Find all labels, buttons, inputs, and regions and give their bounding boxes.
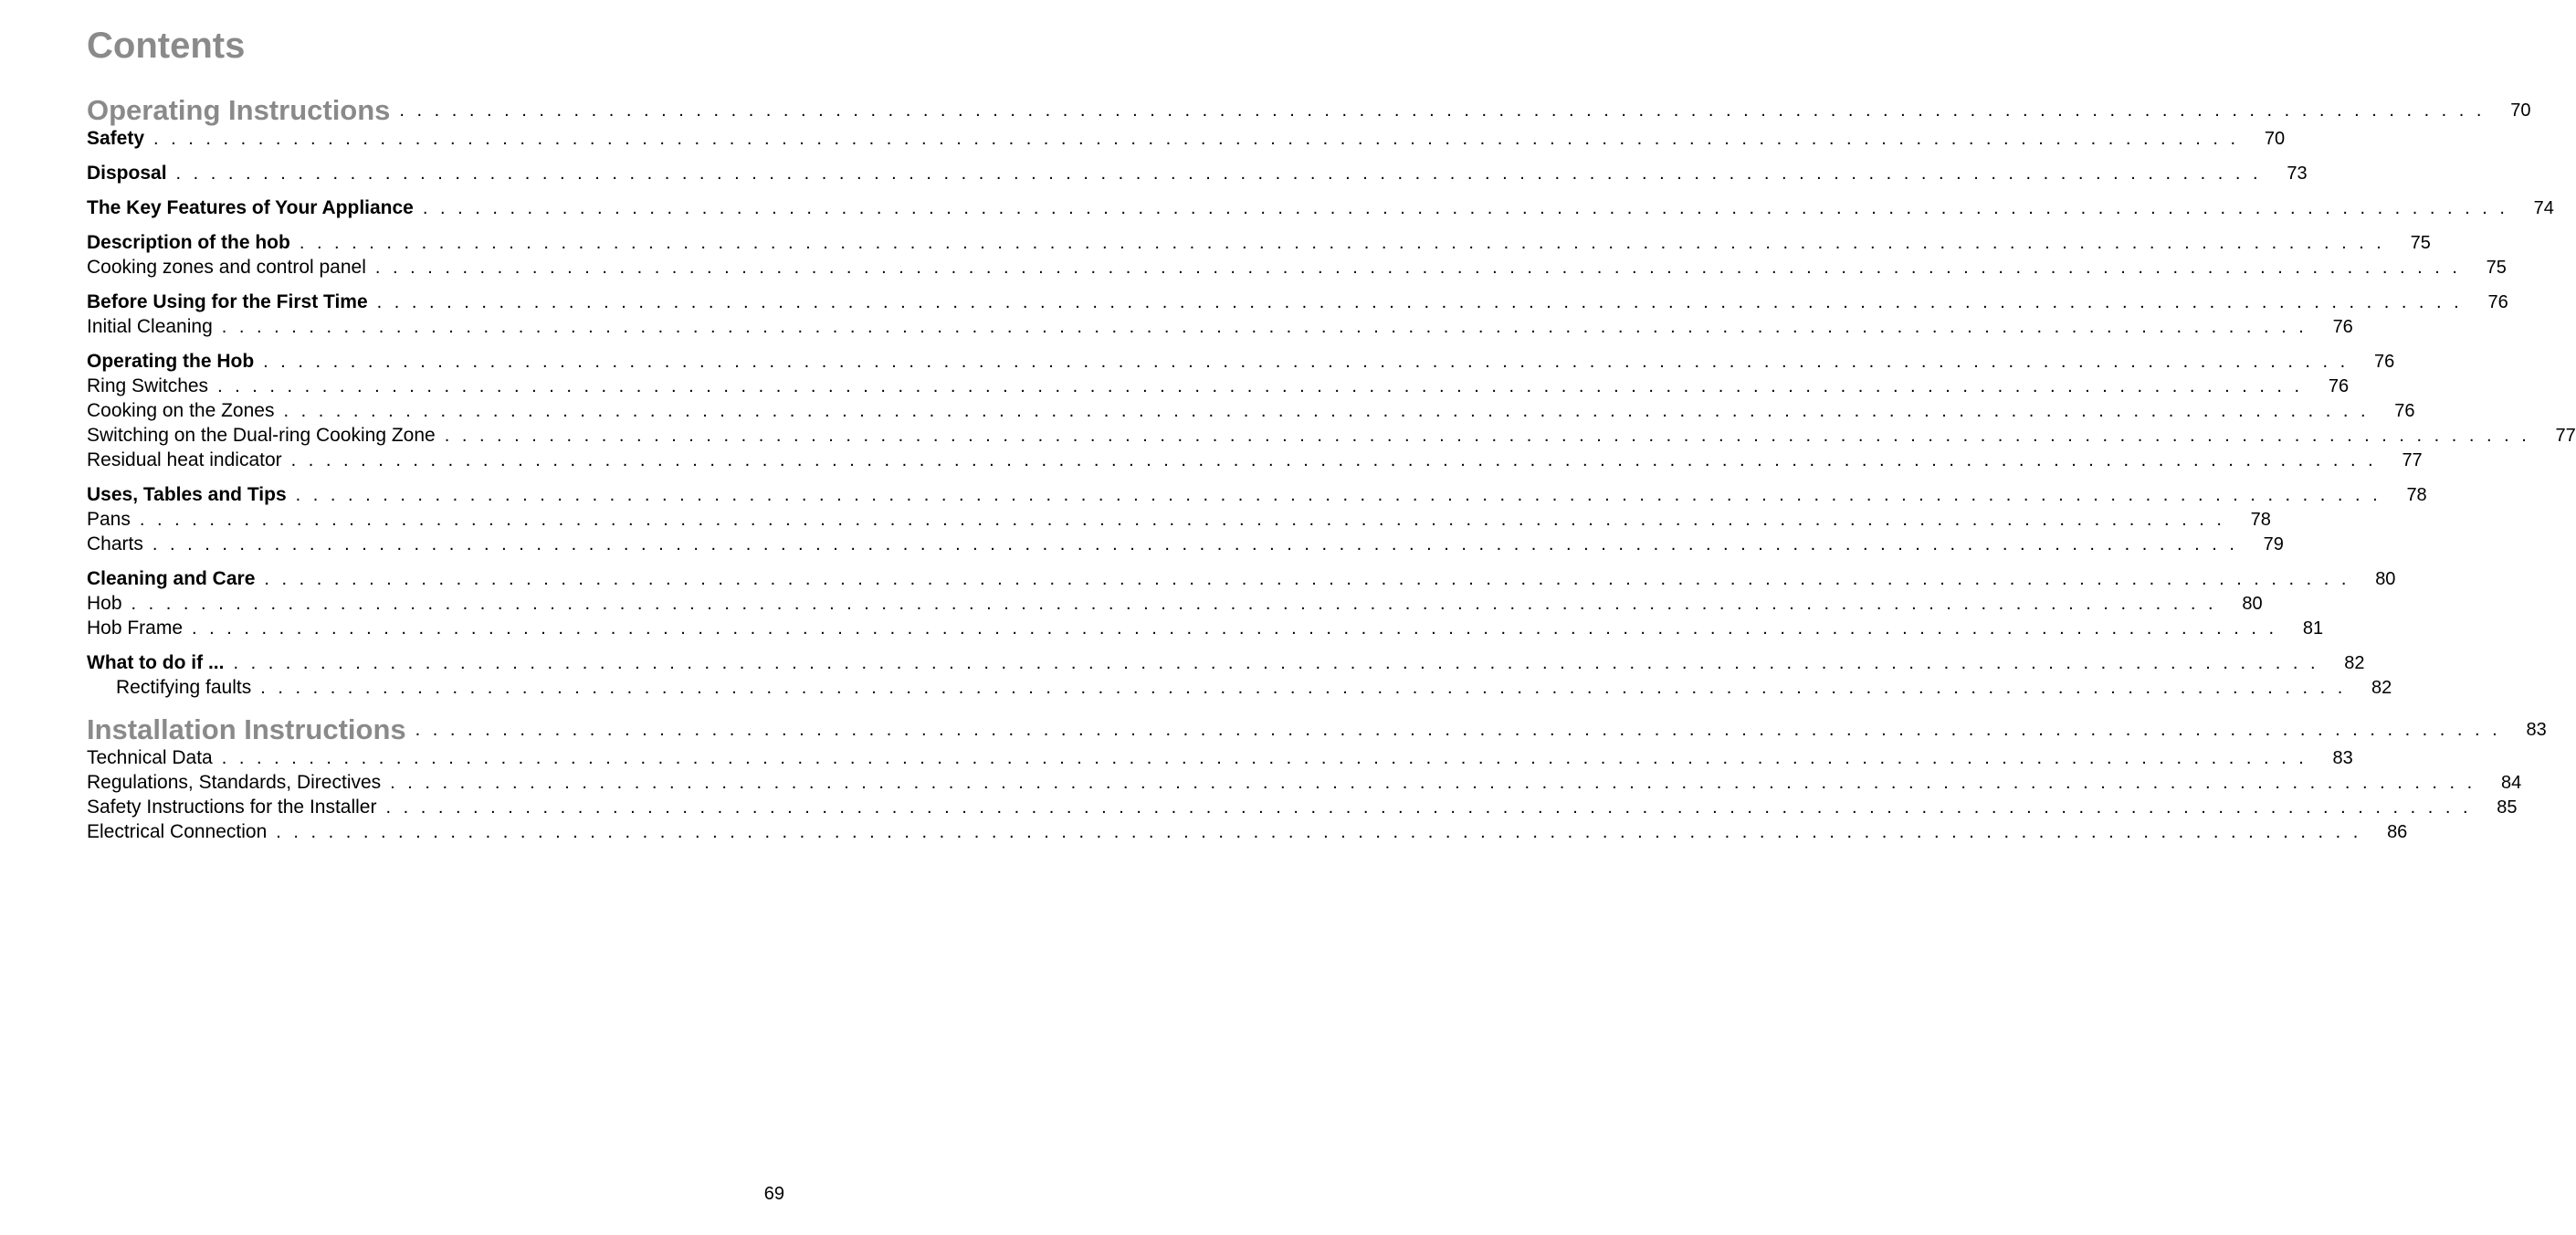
toc-entry-label: Disposal [87, 163, 167, 184]
toc-entry-page: 76 [2373, 352, 2395, 372]
toc-entry-page: 77 [2555, 426, 2576, 446]
toc-entry-label: Installation Instructions [87, 713, 406, 745]
toc-entry-item [87, 449, 2423, 474]
toc-entry-item [87, 257, 2507, 281]
toc-entry-item [87, 797, 2518, 821]
toc-entry-page: 86 [2387, 822, 2408, 842]
toc-entry-label: Cooking zones and control panel [87, 257, 366, 278]
toc-entry-label: Switching on the Dual-ring Cooking Zone [87, 425, 436, 446]
toc-entry-heading [87, 128, 2286, 153]
dot-leader: . . . . . . . . . . . . . . . . . . . . . . . . . . . . . . . . . . . . . . . . . . . . . . . . . . . . . . . . . . . . . . . . . . . . . . . . . . . . . . . . . . . . . . . . . . . . . . . . . . . . . . . . . . . . . . . . . . . . . . . . [221, 317, 2308, 337]
toc-entry-label: Ring Switches [87, 375, 209, 396]
dot-leader: . . . . . . . . . . . . . . . . . . . . . . . . . . . . . . . . . . . . . . . . . . . . . . . . . . . . . . . . . . . . . . . . . . . . . . . . . . . . . . . . . . . . . . . . . . . . . . . . . . . . . . . . . . . . . . . . . . . . . . . . [175, 164, 2262, 184]
table-of-contents [87, 93, 2576, 846]
toc-entry-item [87, 593, 2263, 618]
dot-leader: . . . . . . . . . . . . . . . . . . . . . . . . . . . . . . . . . . . . . . . . . . . . . . . . . . . . . . . . . . . . . . . . . . . . . . . . . . . . . . . . . . . . . . . . . . . . . . . . . . . . . . . . . . . . . . . . . . . . . . . . [422, 198, 2508, 218]
toc-entry-label: Technical Data [87, 747, 213, 768]
dot-leader: . . . . . . . . . . . . . . . . . . . . . . . . . . . . . . . . . . . . . . . . . . . . . . . . . . . . . . . . . . . . . . . . . . . . . . . . . . . . . . . . . . . . . . . . . . . . . . . . . . . . . . . . . . . . . . . . . . . . . . . . [283, 401, 2370, 421]
dot-leader: . . . . . . . . . . . . . . . . . . . . . . . . . . . . . . . . . . . . . . . . . . . . . . . . . . . . . . . . . . . . . . . . . . . . . . . . . . . . . . . . . . . . . . . . . . . . . . . . . . . . . . . . . . . . . . . . . . . . . . . . [264, 569, 2350, 589]
toc-entry-heading [87, 652, 2365, 677]
toc-entry-heading [87, 163, 2308, 187]
toc-entry-page: 75 [2486, 258, 2507, 278]
toc-entry-page: 70 [2510, 100, 2531, 121]
dot-leader: . . . . . . . . . . . . . . . . . . . . . . . . . . . . . . . . . . . . . . . . . . . . . . . . . . . . . . . . . . . . . . . . . . . . . . . . . . . . . . . . . . . . . . . . . . . . . . . . . . . . . . . . . . . . . . . . . . . . . . . . [131, 594, 2217, 614]
dot-leader: . . . . . . . . . . . . . . . . . . . . . . . . . . . . . . . . . . . . . . . . . . . . . . . . . . . . . . . . . . . . . . . . . . . . . . . . . . . . . . . . . . . . . . . . . . . . . . . . . . . . . . . . . . . . . . . . . . . . . . . . [152, 534, 2238, 554]
toc-entry-page: 75 [2410, 233, 2431, 253]
toc-entry-heading [87, 291, 2508, 316]
toc-entry-label: Hob [87, 593, 122, 614]
dot-leader: . . . . . . . . . . . . . . . . . . . . . . . . . . . . . . . . . . . . . . . . . . . . . . . . . . . . . . . . . . . . . . . . . . . . . . . . . . . . . . . . . . . . . . . . . . . . . . . . . . . . . . . . . . . . . . . . . . . . . . . . [192, 618, 2278, 639]
toc-entry-page: 76 [2487, 292, 2508, 312]
toc-entry-section [87, 712, 2547, 747]
dot-leader: . . . . . . . . . . . . . . . . . . . . . . . . . . . . . . . . . . . . . . . . . . . . . . . . . . . . . . . . . . . . . . . . . . . . . . . . . . . . . . . . . . . . . . . . . . . . . . . . . . . . . . . . . . . . . . . . . . . . . . . . [299, 233, 2385, 253]
dot-leader: . . . . . . . . . . . . . . . . . . . . . . . . . . . . . . . . . . . . . . . . . . . . . . . . . . . . . . . . . . . . . . . . . . . . . . . . . . . . . . . . . . . . . . . . . . . . . . . . . . . . . . . . . . . . . . . . . . . . . . . . [444, 426, 2530, 446]
toc-entry-heading [87, 232, 2431, 257]
toc-entry-page: 78 [2250, 510, 2271, 530]
dot-leader: . . . . . . . . . . . . . . . . . . . . . . . . . . . . . . . . . . . . . . . . . . . . . . . . . . . . . . . . . . . . . . . . . . . . . . . . . . . . . . . . . . . . . . . . . . . . . . . . . . . . . . . . . . . . . . . . . . . . . . . . [153, 129, 2240, 149]
toc-entry-item [87, 747, 2353, 772]
page-title: Contents [87, 26, 246, 66]
dot-leader: . . . . . . . . . . . . . . . . . . . . . . . . . . . . . . . . . . . . . . . . . . . . . . . . . . . . . . . . . . . . . . . . . . . . . . . . . . . . . . . . . . . . . . . . . . . . . . . . . . . . . . . . . . . . . . . . . . . . . . . . [376, 292, 2463, 312]
toc-entry-page: 83 [2526, 719, 2547, 740]
dot-leader: . . . . . . . . . . . . . . . . . . . . . . . . . . . . . . . . . . . . . . . . . . . . . . . . . . . . . . . . . . . . . . . . . . . . . . . . . . . . . . . . . . . . . . . . . . . . . . . . . . . . . . . . . . . . . . . . . . . . . . . . [290, 450, 2377, 470]
toc-entry-label: Regulations, Standards, Directives [87, 772, 382, 793]
toc-entry-page: 85 [2497, 797, 2518, 818]
dot-leader: . . . . . . . . . . . . . . . . . . . . . . . . . . . . . . . . . . . . . . . . . . . . . . . . . . . . . . . . . . . . . . . . . . . . . . . . . . . . . . . . . . . . . . . . . . . . . . . . . . . . . . . . . . . . . . . . . . . . . . . . [260, 678, 2347, 698]
toc-entry-label: Residual heat indicator [87, 449, 282, 470]
toc-entry-page: 80 [2242, 594, 2263, 614]
toc-entry-page: 70 [2264, 129, 2286, 149]
toc-entry-heading [87, 484, 2427, 509]
toc-entry-heading [87, 568, 2396, 593]
dot-leader: . . . . . . . . . . . . . . . . . . . . . . . . . . . . . . . . . . . . . . . . . . . . . . . . . . . . . . . . . . . . . . . . . . . . . . . . . . . . . . . . . . . . . . . . . . . . . . . . . . . . . . . . . . . . . . . . . . . . . . . . [415, 719, 2501, 740]
page-number: 69 [763, 1184, 784, 1204]
toc-entry-heading [87, 351, 2395, 375]
toc-entry-item [87, 316, 2353, 341]
dot-leader: . . . . . . . . . . . . . . . . . . . . . . . . . . . . . . . . . . . . . . . . . . . . . . . . . . . . . . . . . . . . . . . . . . . . . . . . . . . . . . . . . . . . . . . . . . . . . . . . . . . . . . . . . . . . . . . . . . . . . . . . [221, 748, 2308, 768]
toc-entry-label: Rectifying faults [116, 677, 252, 698]
dot-leader: . . . . . . . . . . . . . . . . . . . . . . . . . . . . . . . . . . . . . . . . . . . . . . . . . . . . . . . . . . . . . . . . . . . . . . . . . . . . . . . . . . . . . . . . . . . . . . . . . . . . . . . . . . . . . . . . . . . . . . . . [233, 653, 2319, 673]
dot-leader: . . . . . . . . . . . . . . . . . . . . . . . . . . . . . . . . . . . . . . . . . . . . . . . . . . . . . . . . . . . . . . . . . . . . . . . . . . . . . . . . . . . . . . . . . . . . . . . . . . . . . . . . . . . . . . . . . . . . . . . . [295, 485, 2381, 505]
toc-entry-page: 80 [2375, 569, 2396, 589]
toc-entry-page: 82 [2344, 653, 2365, 673]
toc-entry-page: 81 [2302, 618, 2324, 639]
toc-entry-heading [87, 197, 2554, 222]
toc-entry-label: Cleaning and Care [87, 568, 256, 589]
toc-entry-item [87, 509, 2271, 533]
toc-entry-item [87, 618, 2324, 642]
toc-entry-page: 78 [2406, 485, 2427, 505]
toc-entry-label: Uses, Tables and Tips [87, 484, 287, 505]
toc-entry-label: Charts [87, 533, 143, 554]
toc-entry-label: Hob Frame [87, 618, 184, 639]
dot-leader: . . . . . . . . . . . . . . . . . . . . . . . . . . . . . . . . . . . . . . . . . . . . . . . . . . . . . . . . . . . . . . . . . . . . . . . . . . . . . . . . . . . . . . . . . . . . . . . . . . . . . . . . . . . . . . . . . . . . . . . . [390, 773, 2476, 793]
toc-entry-item [87, 425, 2576, 449]
dot-leader: . . . . . . . . . . . . . . . . . . . . . . . . . . . . . . . . . . . . . . . . . . . . . . . . . . . . . . . . . . . . . . . . . . . . . . . . . . . . . . . . . . . . . . . . . . . . . . . . . . . . . . . . . . . . . . . . . . . . . . . . [217, 376, 2304, 396]
dot-leader: . . . . . . . . . . . . . . . . . . . . . . . . . . . . . . . . . . . . . . . . . . . . . . . . . . . . . . . . . . . . . . . . . . . . . . . . . . . . . . . . . . . . . . . . . . . . . . . . . . . . . . . . . . . . . . . . . . . . . . . . [276, 822, 2362, 842]
dot-leader: . . . . . . . . . . . . . . . . . . . . . . . . . . . . . . . . . . . . . . . . . . . . . . . . . . . . . . . . . . . . . . . . . . . . . . . . . . . . . . . . . . . . . . . . . . . . . . . . . . . . . . . . . . . . . . . . . . . . . . . . [399, 100, 2486, 121]
toc-entry-item [87, 772, 2522, 797]
toc-entry-page: 76 [2332, 317, 2353, 337]
toc-entry-page: 76 [2328, 376, 2350, 396]
toc-entry-page: 74 [2533, 198, 2554, 218]
toc-entry-label: Operating the Hob [87, 351, 255, 372]
toc-entry-page: 82 [2371, 678, 2392, 698]
toc-entry-label: What to do if ... [87, 652, 225, 673]
toc-entry-label: Initial Cleaning [87, 316, 213, 337]
toc-entry-page: 84 [2500, 773, 2522, 793]
toc-entry-label: The Key Features of Your Appliance [87, 197, 414, 218]
toc-entry-label: Operating Instructions [87, 94, 391, 126]
toc-entry-page: 83 [2332, 748, 2353, 768]
toc-entry-item [87, 533, 2284, 558]
dot-leader: . . . . . . . . . . . . . . . . . . . . . . . . . . . . . . . . . . . . . . . . . . . . . . . . . . . . . . . . . . . . . . . . . . . . . . . . . . . . . . . . . . . . . . . . . . . . . . . . . . . . . . . . . . . . . . . . . . . . . . . . [139, 510, 2225, 530]
toc-entry-page: 76 [2394, 401, 2415, 421]
dot-leader: . . . . . . . . . . . . . . . . . . . . . . . . . . . . . . . . . . . . . . . . . . . . . . . . . . . . . . . . . . . . . . . . . . . . . . . . . . . . . . . . . . . . . . . . . . . . . . . . . . . . . . . . . . . . . . . . . . . . . . . . [374, 258, 2461, 278]
toc-entry-label: Pans [87, 509, 131, 530]
toc-entry-label: Cooking on the Zones [87, 400, 275, 421]
toc-entry-page: 73 [2287, 164, 2308, 184]
toc-entry-label: Safety [87, 128, 145, 149]
toc-entry-item [87, 677, 2392, 702]
toc-entry-item [87, 400, 2415, 425]
toc-entry-section [87, 93, 2531, 128]
toc-entry-label: Electrical Connection [87, 821, 268, 842]
toc-entry-label: Description of the hob [87, 232, 290, 253]
toc-entry-label: Before Using for the First Time [87, 291, 368, 312]
toc-entry-label: Safety Instructions for the Installer [87, 797, 377, 818]
dot-leader: . . . . . . . . . . . . . . . . . . . . . . . . . . . . . . . . . . . . . . . . . . . . . . . . . . . . . . . . . . . . . . . . . . . . . . . . . . . . . . . . . . . . . . . . . . . . . . . . . . . . . . . . . . . . . . . . . . . . . . . . [385, 797, 2472, 818]
dot-leader: . . . . . . . . . . . . . . . . . . . . . . . . . . . . . . . . . . . . . . . . . . . . . . . . . . . . . . . . . . . . . . . . . . . . . . . . . . . . . . . . . . . . . . . . . . . . . . . . . . . . . . . . . . . . . . . . . . . . . . . . [263, 352, 2350, 372]
toc-entry-page: 79 [2263, 534, 2284, 554]
toc-entry-item [87, 375, 2350, 400]
toc-entry-item [87, 821, 2408, 846]
toc-entry-page: 77 [2402, 450, 2423, 470]
